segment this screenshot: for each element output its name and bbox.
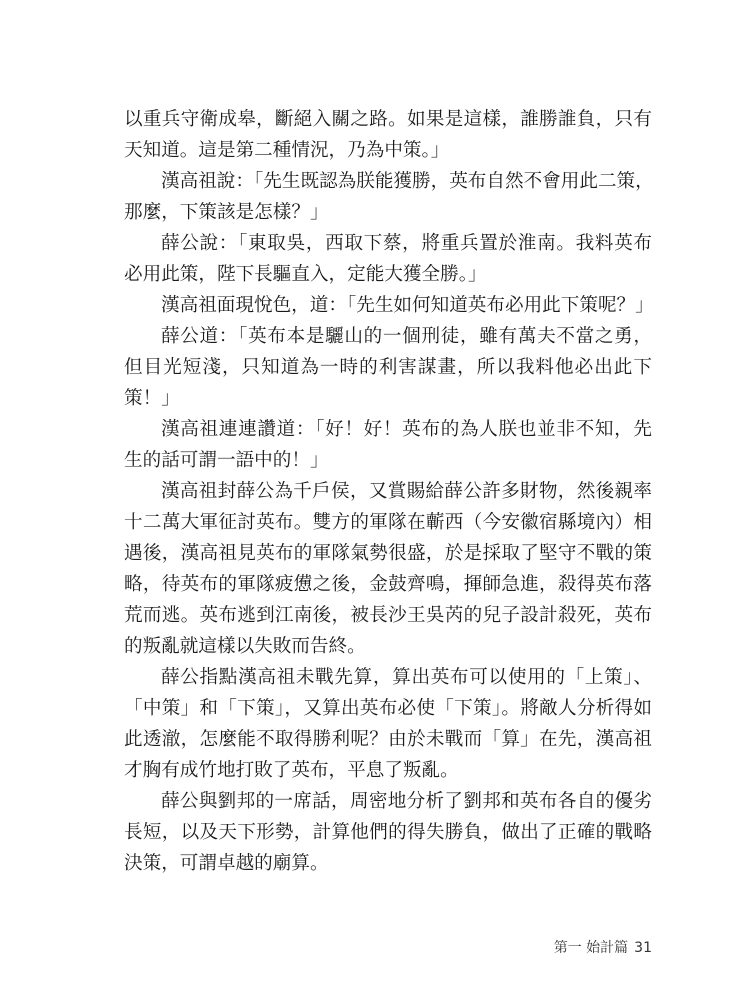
text-line: 漢高祖封薛公為千戶侯，又賞賜給薛公許多財物，然後親率 <box>161 481 652 502</box>
text-line: 策！」 <box>124 388 180 409</box>
text-line: 長短，以及天下形勢，計算他們的得失勝負，做出了正確的戰略 <box>124 822 652 843</box>
text-line: 的叛亂就這樣以失敗而告終。 <box>124 636 366 657</box>
text-line: 薛公道：「英布本是驪山的一個刑徒，雖有萬夫不當之勇， <box>161 326 652 347</box>
text-line: 必用此策，陛下長驅直入，定能大獲全勝。」 <box>124 264 487 285</box>
text-line: 天知道。這是第二種情況，乃為中策。」 <box>124 140 450 161</box>
text-line: 薛公說：「東取吳，西取下蔡，將重兵置於淮南。我料英布 <box>161 233 652 254</box>
text-line: 遇後，漢高祖見英布的軍隊氣勢很盛，於是採取了堅守不戰的策 <box>124 543 652 564</box>
text-line: 薛公與劉邦的一席話，周密地分析了劉邦和英布各自的優劣 <box>161 791 652 812</box>
text-line: 生的話可謂一語中的！」 <box>124 450 329 471</box>
text-line: 「中策」和「下策」，又算出英布必使「下策」。將敵人分析得如 <box>124 698 652 719</box>
text-line: 但目光短淺，只知道為一時的利害謀畫，所以我料他必出此下 <box>124 357 652 378</box>
page-number: 31 <box>634 940 652 956</box>
body-text <box>124 104 652 879</box>
text-line: 才胸有成竹地打敗了英布，平息了叛亂。 <box>124 760 459 781</box>
text-line: 略，待英布的軍隊疲憊之後，金鼓齊鳴，揮師急進，殺得英布落 <box>124 574 652 595</box>
text-line: 薛公指點漢高祖未戰先算，算出英布可以使用的「上策」、 <box>161 667 652 688</box>
text-line: 十二萬大軍征討英布。雙方的軍隊在蘄西（今安徽宿縣境內）相 <box>124 512 652 533</box>
text-line: 漢高祖面現悅色，道：「先生如何知道英布必用此下策呢？」 <box>161 295 654 316</box>
chapter-title: 第一 始計篇 <box>553 940 629 956</box>
text-line: 此透澈，怎麼能不取得勝利呢？由於未戰而「算」在先，漢高祖 <box>124 729 652 750</box>
text-line: 決策，可謂卓越的廟算。 <box>124 853 329 874</box>
text-line: 漢高祖連連讚道：「好！好！英布的為人朕也並非不知，先 <box>161 419 652 440</box>
text-line: 那麼，下策該是怎樣？」 <box>124 202 329 223</box>
text-line: 荒而逃。英布逃到江南後，被長沙王吳芮的兒子設計殺死，英布 <box>124 605 652 626</box>
text-line: 以重兵守衛成皋，斷絕入關之路。如果是這樣，誰勝誰負，只有 <box>124 109 652 130</box>
page-footer <box>554 937 652 957</box>
text-line: 漢高祖說：「先生既認為朕能獲勝，英布自然不會用此二策， <box>161 171 654 192</box>
